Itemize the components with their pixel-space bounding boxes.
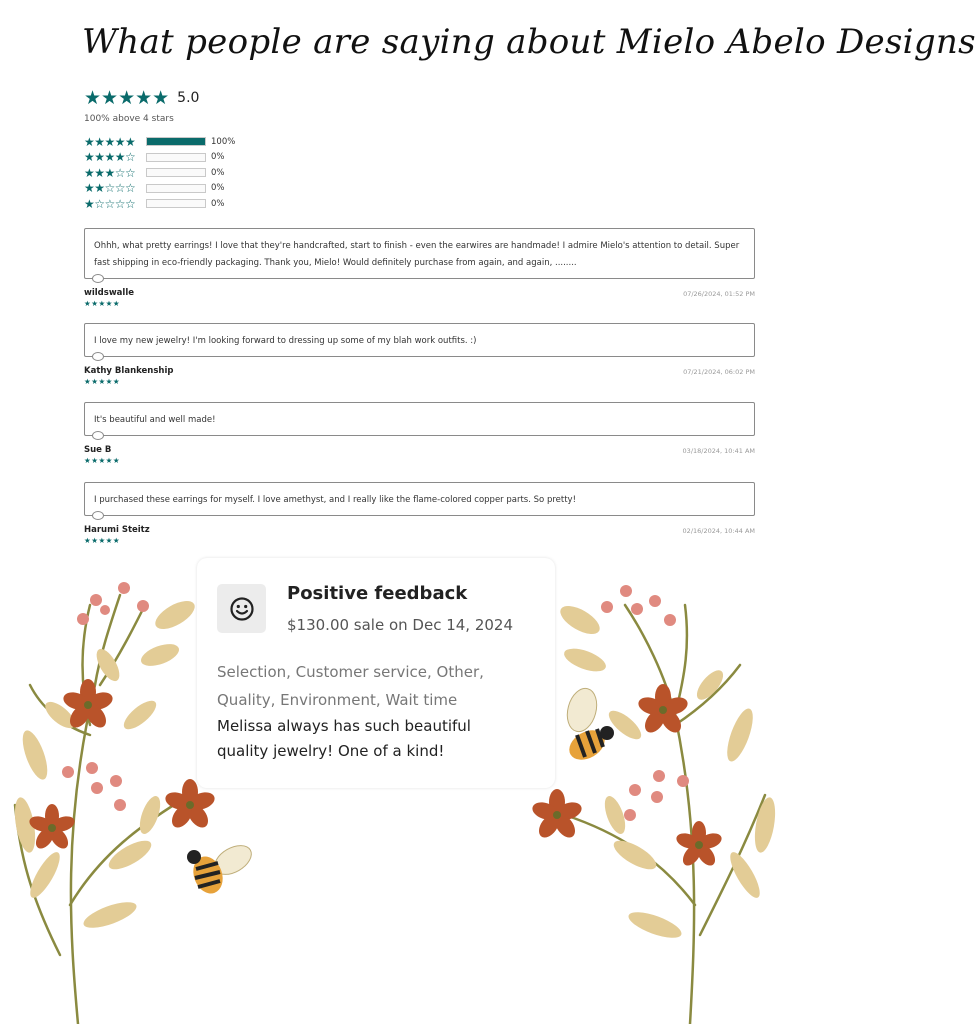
feedback-categories: Selection, Customer service, Other, Quality, Environment, Wait time <box>217 663 484 709</box>
review-bubble <box>84 228 755 279</box>
bubble-tail <box>92 274 104 283</box>
review-bubble <box>84 482 755 516</box>
distribution-percent: 100% <box>211 136 236 147</box>
page-title: What people are saying about Mielo Abelo Designs <box>82 22 976 62</box>
distribution-row-1[interactable] <box>84 196 235 212</box>
review-stars: ★★★★★ <box>84 299 121 308</box>
review-text: I love my new jewelry! I'm looking forward to dressing up some of my blah work outfits. :) <box>94 336 477 346</box>
rating-summary <box>84 88 199 124</box>
review-stars: ★★★★★ <box>84 536 121 545</box>
distribution-bar <box>146 168 206 177</box>
distribution-stars: ★☆☆☆☆ <box>84 196 136 211</box>
review-text: Ohhh, what pretty earrings! I love that they're handcrafted, start to finish - even the earwires are handmade! I admire Mielo's attention to detail. Super fast shipping in eco-friendly packaging. Thank you, Mielo! Would definitely purchase from again, and again, ........ <box>94 241 740 268</box>
review-text: It's beautiful and well made! <box>94 415 216 425</box>
bubble-tail <box>92 431 104 440</box>
feedback-title: Positive feedback <box>287 583 468 604</box>
distribution-percent: 0% <box>211 167 225 178</box>
review-bubble <box>84 323 755 357</box>
review-date: 03/18/2024, 10:41 AM <box>682 447 755 455</box>
review-text: I purchased these earrings for myself. I love amethyst, and I really like the flame-colored copper parts. So pretty! <box>94 495 576 505</box>
distribution-row-5[interactable] <box>84 134 235 150</box>
distribution-stars: ★★★☆☆ <box>84 165 136 180</box>
average-stars: ★★★★★ <box>84 87 170 109</box>
review-stars: ★★★★★ <box>84 456 121 465</box>
review-item <box>84 323 755 386</box>
above-four-stars-text: 100% above 4 stars <box>84 114 174 124</box>
distribution-percent: 0% <box>211 183 225 194</box>
smiley-face-icon <box>229 596 255 622</box>
average-rating: 5.0 <box>177 90 200 106</box>
feedback-sale-info: $130.00 sale on Dec 14, 2024 <box>287 616 514 634</box>
review-date: 07/21/2024, 06:02 PM <box>683 368 755 376</box>
distribution-bar <box>146 153 206 162</box>
review-date: 02/16/2024, 10:44 AM <box>682 527 755 535</box>
distribution-row-2[interactable] <box>84 181 235 197</box>
bubble-tail <box>92 352 104 361</box>
distribution-bar-fill <box>147 138 205 145</box>
distribution-row-3[interactable] <box>84 165 235 181</box>
review-item <box>84 228 755 308</box>
floral-decoration-right <box>525 575 791 1024</box>
reviewer-name: Harumi Steitz <box>84 525 150 535</box>
distribution-stars: ★★★★☆ <box>84 150 136 165</box>
reviewer-name: Sue B <box>84 445 112 455</box>
distribution-percent: 0% <box>211 152 225 163</box>
review-item <box>84 482 755 545</box>
review-stars: ★★★★★ <box>84 377 121 386</box>
positive-feedback-card <box>197 558 555 788</box>
feedback-comment: Melissa always has such beautiful quality jewelry! One of a kind! <box>217 717 471 760</box>
distribution-stars: ★★☆☆☆ <box>84 181 136 196</box>
feedback-icon-box <box>217 584 266 633</box>
bubble-tail <box>92 511 104 520</box>
distribution-bar <box>146 137 206 146</box>
review-item <box>84 402 755 465</box>
reviewer-name: wildswalle <box>84 288 135 298</box>
distribution-percent: 0% <box>211 198 225 209</box>
distribution-row-4[interactable] <box>84 150 235 166</box>
distribution-bar <box>146 184 206 193</box>
review-bubble <box>84 402 755 436</box>
distribution-bar <box>146 199 206 208</box>
review-date: 07/26/2024, 01:52 PM <box>683 290 755 298</box>
distribution-stars: ★★★★★ <box>84 134 136 149</box>
reviewer-name: Kathy Blankenship <box>84 366 174 376</box>
rating-distribution <box>84 134 235 212</box>
